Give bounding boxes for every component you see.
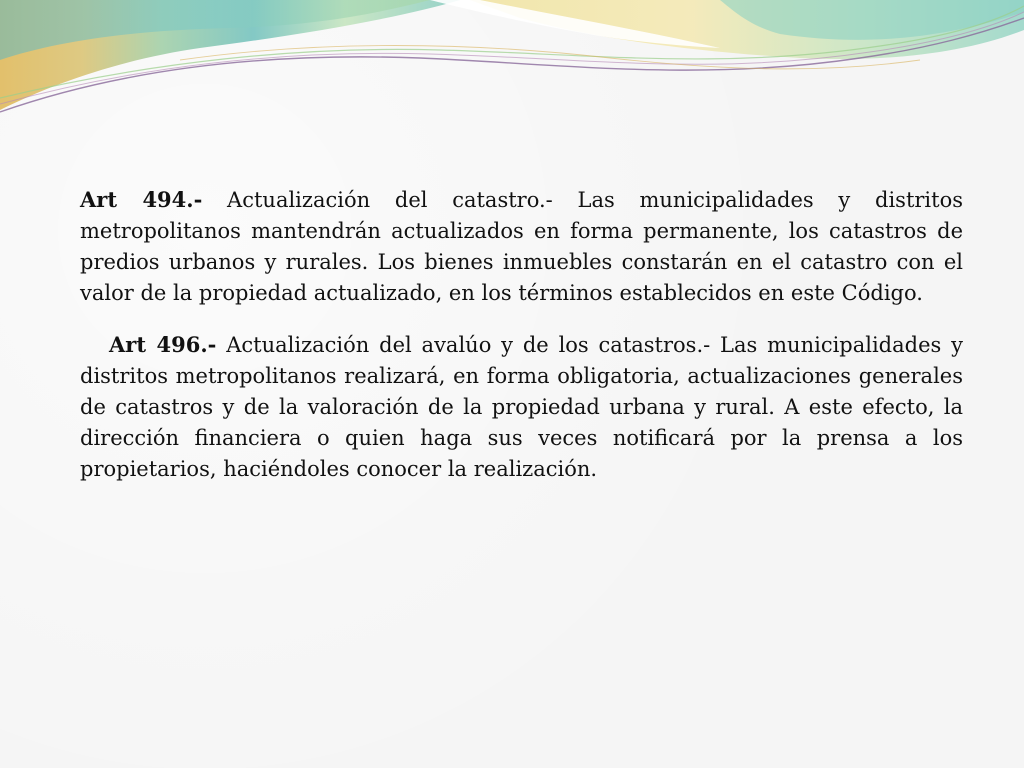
article-text-body (80, 184, 963, 485)
wave-banner-decoration (0, 0, 1024, 130)
article-496-text: Actualización del avalúo y de los catastros.- Las municipalidades y distritos metropolitanos realizará, en forma obligatoria, actualizaciones generales de catastros y de la valoración de la propiedad urbana y rural. A este efecto, la dirección financiera o quien haga sus veces notificará por la prensa a los propietarios, haciéndoles conocer la realización. (80, 333, 963, 481)
article-496-label: Art 496.- (109, 332, 217, 357)
article-496-paragraph (80, 329, 963, 485)
article-494-paragraph (80, 184, 963, 309)
article-494-label: Art 494.- (80, 187, 203, 212)
article-494-text: Actualización del catastro.- Las municipalidades y distritos metropolitanos mantendrán actualizados en forma permanente, los catastros de predios urbanos y rurales. Los bienes inmuebles constarán en el catastro con el valor de la propiedad actualizado, en los términos establecidos en este Código. (80, 188, 964, 305)
